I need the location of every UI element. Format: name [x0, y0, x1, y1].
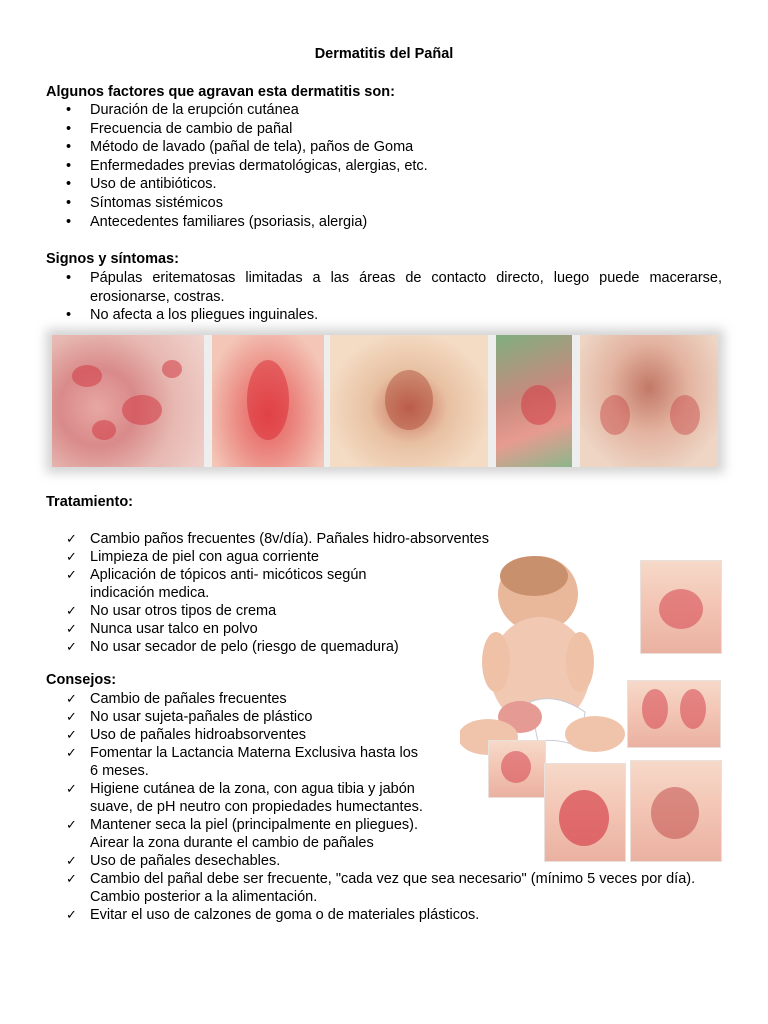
signos-list — [46, 269, 722, 325]
list-item: ✓ Cambio paños frecuentes (8v/día). Pañales hidro-absorventes — [46, 530, 489, 548]
rash-illustration-2 — [627, 680, 721, 748]
rash-illustration-4 — [544, 763, 626, 862]
list-item: indicación medica. — [90, 585, 210, 601]
rash-illustration-1 — [640, 560, 722, 654]
list-item: ✓ Fomentar la Lactancia Materna Exclusiva hasta los — [46, 744, 695, 762]
list-item: ✓ Higiene cutánea de la zona, con agua tibia y jabón — [46, 780, 695, 798]
list-item: ✓ No usar sujeta-pañales de plástico — [46, 708, 695, 726]
list-item: • Síntomas sistémicos — [46, 194, 428, 213]
list-item: 6 meses. — [90, 763, 149, 779]
signos-heading: Signos y síntomas: — [46, 251, 179, 267]
tratamiento-heading: Tratamiento: — [46, 494, 134, 510]
factores-list — [46, 101, 428, 231]
list-item: ✓ Limpieza de piel con agua corriente — [46, 548, 489, 566]
list-item: suave, de pH neutro con propiedades humectantes. — [90, 799, 423, 815]
list-item: • Método de lavado (pañal de tela), paños de Goma — [46, 138, 428, 157]
list-item: • Pápulas eritematosas limitadas a las áreas de contacto directo, luego puede macerarse, erosionarse, costras. — [46, 269, 722, 306]
rash-photo-3 — [330, 335, 488, 467]
list-item: ✓ Mantener seca la piel (principalmente en pliegues). — [46, 816, 695, 834]
list-item: ✓ Uso de pañales desechables. — [46, 852, 695, 870]
list-item: • No afecta a los pliegues inguinales. — [46, 306, 722, 325]
list-item: ✓ No usar secador de pelo (riesgo de quemadura) — [46, 638, 489, 656]
list-item: Cambio posterior a la alimentación. — [90, 889, 318, 905]
list-item: • Enfermedades previas dermatológicas, alergias, etc. — [46, 157, 428, 176]
list-item: • Uso de antibióticos. — [46, 175, 428, 194]
list-item: ✓ No usar otros tipos de crema — [46, 602, 489, 620]
consejos-heading: Consejos: — [46, 672, 117, 688]
rash-photo-5 — [580, 335, 718, 467]
list-item: ✓ Uso de pañales hidroabsorventes — [46, 726, 695, 744]
baby-illustration — [460, 552, 630, 762]
rash-photo-strip — [52, 335, 718, 467]
list-item: ✓ Cambio del pañal debe ser frecuente, "cada vez que sea necesario" (mínimo 5 veces por día). — [46, 870, 695, 888]
list-item: • Antecedentes familiares (psoriasis, alergia) — [46, 213, 428, 232]
list-item: ✓ Cambio de pañales frecuentes — [46, 690, 695, 708]
rash-photo-4 — [496, 335, 572, 467]
list-item: ✓ Nunca usar talco en polvo — [46, 620, 489, 638]
list-item: ✓ Aplicación de tópicos anti- micóticos según — [46, 566, 489, 584]
rash-photo-2 — [212, 335, 324, 467]
factores-heading: Algunos factores que agravan esta dermatitis son: — [46, 84, 395, 100]
list-item: • Duración de la erupción cutánea — [46, 101, 428, 120]
list-item: ✓ Evitar el uso de calzones de goma o de materiales plásticos. — [46, 906, 695, 924]
rash-illustration-5 — [630, 760, 722, 862]
list-item: • Frecuencia de cambio de pañal — [46, 120, 428, 139]
list-item: Airear la zona durante el cambio de pañales — [90, 835, 374, 851]
tratamiento-list — [46, 530, 489, 656]
rash-photo-1 — [52, 335, 204, 467]
page-title: Dermatitis del Pañal — [314, 46, 454, 62]
rash-illustration-3 — [488, 740, 546, 798]
